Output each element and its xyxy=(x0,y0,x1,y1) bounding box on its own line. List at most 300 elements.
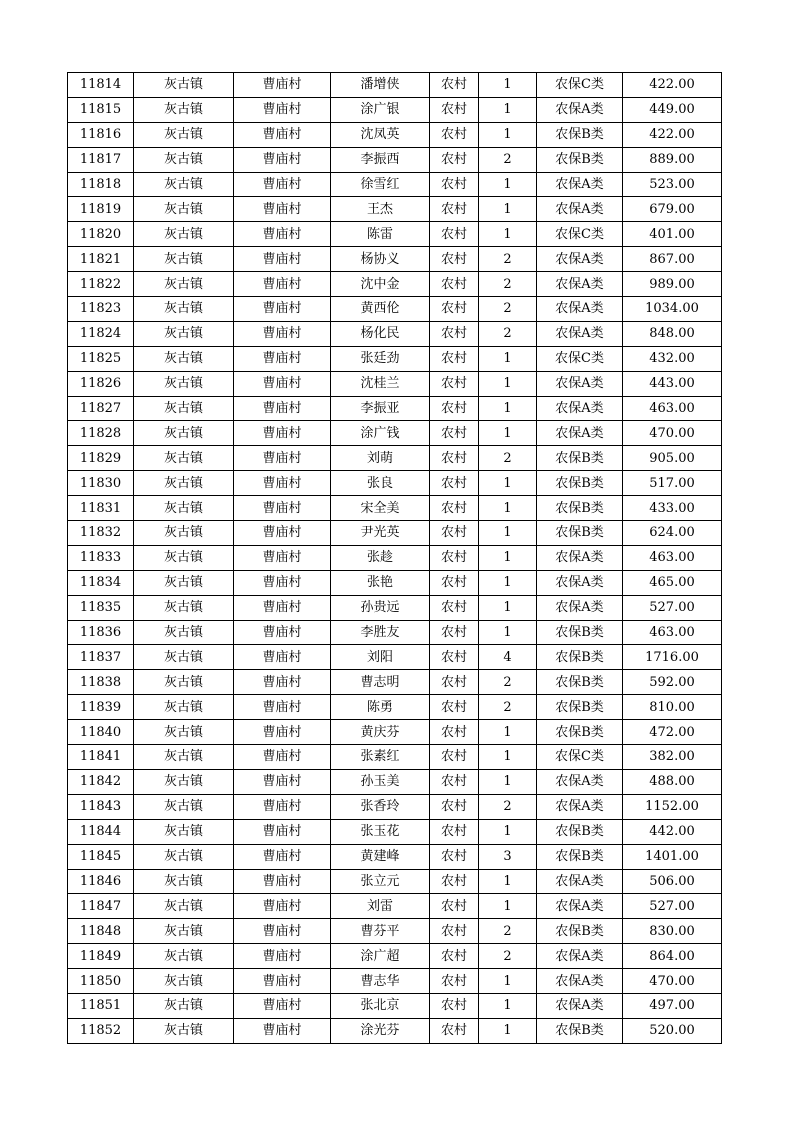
insurance-category-cell: 农保B类 xyxy=(537,695,623,720)
name-cell: 涂广钱 xyxy=(331,421,430,446)
village-cell: 曹庙村 xyxy=(234,521,331,546)
household-type-cell: 农村 xyxy=(430,73,479,98)
village-cell: 曹庙村 xyxy=(234,595,331,620)
insurance-category-cell: 农保B类 xyxy=(537,147,623,172)
member-count-cell: 1 xyxy=(479,869,537,894)
household-type-cell: 农村 xyxy=(430,944,479,969)
record-number-cell: 11833 xyxy=(68,545,134,570)
amount-cell: 624.00 xyxy=(623,521,722,546)
town-cell: 灰古镇 xyxy=(134,844,234,869)
member-count-cell: 1 xyxy=(479,993,537,1018)
member-count-cell: 1 xyxy=(479,471,537,496)
village-cell: 曹庙村 xyxy=(234,346,331,371)
insurance-category-cell: 农保C类 xyxy=(537,346,623,371)
town-cell: 灰古镇 xyxy=(134,321,234,346)
insurance-category-cell: 农保B类 xyxy=(537,919,623,944)
member-count-cell: 1 xyxy=(479,222,537,247)
town-cell: 灰古镇 xyxy=(134,346,234,371)
village-cell: 曹庙村 xyxy=(234,147,331,172)
member-count-cell: 1 xyxy=(479,371,537,396)
table-row xyxy=(68,720,722,745)
record-number-cell: 11835 xyxy=(68,595,134,620)
household-type-cell: 农村 xyxy=(430,247,479,272)
household-type-cell: 农村 xyxy=(430,570,479,595)
name-cell: 黄建峰 xyxy=(331,844,430,869)
record-number-cell: 11836 xyxy=(68,620,134,645)
insurance-category-cell: 农保A类 xyxy=(537,321,623,346)
insurance-category-cell: 农保A类 xyxy=(537,894,623,919)
insurance-category-cell: 农保A类 xyxy=(537,247,623,272)
table-row xyxy=(68,222,722,247)
insurance-category-cell: 农保A类 xyxy=(537,172,623,197)
town-cell: 灰古镇 xyxy=(134,73,234,98)
record-number-cell: 11826 xyxy=(68,371,134,396)
table-row xyxy=(68,471,722,496)
record-number-cell: 11849 xyxy=(68,944,134,969)
household-type-cell: 农村 xyxy=(430,1018,479,1043)
name-cell: 沈中金 xyxy=(331,272,430,297)
name-cell: 沈桂兰 xyxy=(331,371,430,396)
village-cell: 曹庙村 xyxy=(234,297,331,322)
amount-cell: 449.00 xyxy=(623,97,722,122)
household-type-cell: 农村 xyxy=(430,371,479,396)
household-type-cell: 农村 xyxy=(430,919,479,944)
town-cell: 灰古镇 xyxy=(134,297,234,322)
town-cell: 灰古镇 xyxy=(134,745,234,770)
village-cell: 曹庙村 xyxy=(234,819,331,844)
insurance-category-cell: 农保A类 xyxy=(537,769,623,794)
town-cell: 灰古镇 xyxy=(134,819,234,844)
table-row xyxy=(68,247,722,272)
name-cell: 张北京 xyxy=(331,993,430,1018)
amount-cell: 989.00 xyxy=(623,272,722,297)
record-number-cell: 11841 xyxy=(68,745,134,770)
insurance-category-cell: 农保B类 xyxy=(537,645,623,670)
amount-cell: 470.00 xyxy=(623,421,722,446)
insurance-category-cell: 农保B类 xyxy=(537,819,623,844)
town-cell: 灰古镇 xyxy=(134,396,234,421)
town-cell: 灰古镇 xyxy=(134,720,234,745)
village-cell: 曹庙村 xyxy=(234,919,331,944)
table-row xyxy=(68,321,722,346)
village-cell: 曹庙村 xyxy=(234,197,331,222)
name-cell: 陈雷 xyxy=(331,222,430,247)
member-count-cell: 1 xyxy=(479,73,537,98)
amount-cell: 470.00 xyxy=(623,969,722,994)
insurance-category-cell: 农保B类 xyxy=(537,496,623,521)
record-number-cell: 11818 xyxy=(68,172,134,197)
town-cell: 灰古镇 xyxy=(134,869,234,894)
household-type-cell: 农村 xyxy=(430,446,479,471)
household-type-cell: 农村 xyxy=(430,745,479,770)
village-cell: 曹庙村 xyxy=(234,620,331,645)
record-number-cell: 11852 xyxy=(68,1018,134,1043)
town-cell: 灰古镇 xyxy=(134,147,234,172)
insurance-category-cell: 农保A类 xyxy=(537,545,623,570)
table-row xyxy=(68,446,722,471)
member-count-cell: 2 xyxy=(479,247,537,272)
name-cell: 曹志华 xyxy=(331,969,430,994)
name-cell: 曹志明 xyxy=(331,670,430,695)
name-cell: 孙玉美 xyxy=(331,769,430,794)
town-cell: 灰古镇 xyxy=(134,570,234,595)
town-cell: 灰古镇 xyxy=(134,695,234,720)
insurance-category-cell: 农保A类 xyxy=(537,421,623,446)
member-count-cell: 1 xyxy=(479,346,537,371)
village-cell: 曹庙村 xyxy=(234,272,331,297)
household-type-cell: 农村 xyxy=(430,844,479,869)
village-cell: 曹庙村 xyxy=(234,471,331,496)
record-number-cell: 11834 xyxy=(68,570,134,595)
village-cell: 曹庙村 xyxy=(234,869,331,894)
town-cell: 灰古镇 xyxy=(134,944,234,969)
member-count-cell: 1 xyxy=(479,97,537,122)
insurance-category-cell: 农保C类 xyxy=(537,222,623,247)
data-table xyxy=(67,72,722,1044)
member-count-cell: 2 xyxy=(479,670,537,695)
town-cell: 灰古镇 xyxy=(134,794,234,819)
amount-cell: 905.00 xyxy=(623,446,722,471)
town-cell: 灰古镇 xyxy=(134,496,234,521)
insurance-category-cell: 农保B类 xyxy=(537,670,623,695)
town-cell: 灰古镇 xyxy=(134,371,234,396)
table-row xyxy=(68,919,722,944)
village-cell: 曹庙村 xyxy=(234,73,331,98)
town-cell: 灰古镇 xyxy=(134,545,234,570)
table-row xyxy=(68,844,722,869)
table-row xyxy=(68,73,722,98)
household-type-cell: 农村 xyxy=(430,993,479,1018)
town-cell: 灰古镇 xyxy=(134,421,234,446)
village-cell: 曹庙村 xyxy=(234,396,331,421)
insurance-category-cell: 农保A类 xyxy=(537,794,623,819)
town-cell: 灰古镇 xyxy=(134,122,234,147)
name-cell: 涂广超 xyxy=(331,944,430,969)
household-type-cell: 农村 xyxy=(430,620,479,645)
member-count-cell: 3 xyxy=(479,844,537,869)
village-cell: 曹庙村 xyxy=(234,769,331,794)
table-row xyxy=(68,122,722,147)
household-type-cell: 农村 xyxy=(430,297,479,322)
household-type-cell: 农村 xyxy=(430,272,479,297)
record-number-cell: 11815 xyxy=(68,97,134,122)
name-cell: 王杰 xyxy=(331,197,430,222)
record-number-cell: 11828 xyxy=(68,421,134,446)
table-row xyxy=(68,620,722,645)
name-cell: 李振亚 xyxy=(331,396,430,421)
insurance-category-cell: 农保B类 xyxy=(537,720,623,745)
town-cell: 灰古镇 xyxy=(134,670,234,695)
village-cell: 曹庙村 xyxy=(234,844,331,869)
record-number-cell: 11842 xyxy=(68,769,134,794)
village-cell: 曹庙村 xyxy=(234,545,331,570)
table-row xyxy=(68,570,722,595)
household-type-cell: 农村 xyxy=(430,695,479,720)
amount-cell: 422.00 xyxy=(623,122,722,147)
table-row xyxy=(68,595,722,620)
village-cell: 曹庙村 xyxy=(234,894,331,919)
household-type-cell: 农村 xyxy=(430,471,479,496)
insurance-category-cell: 农保B类 xyxy=(537,620,623,645)
insurance-category-cell: 农保A类 xyxy=(537,272,623,297)
name-cell: 陈勇 xyxy=(331,695,430,720)
insurance-category-cell: 农保A类 xyxy=(537,197,623,222)
household-type-cell: 农村 xyxy=(430,969,479,994)
household-type-cell: 农村 xyxy=(430,197,479,222)
table-row xyxy=(68,346,722,371)
insurance-category-cell: 农保B类 xyxy=(537,521,623,546)
table-row xyxy=(68,944,722,969)
record-number-cell: 11845 xyxy=(68,844,134,869)
table-row xyxy=(68,819,722,844)
household-type-cell: 农村 xyxy=(430,819,479,844)
name-cell: 黄庆芬 xyxy=(331,720,430,745)
insurance-category-cell: 农保B类 xyxy=(537,844,623,869)
table-row xyxy=(68,769,722,794)
name-cell: 刘萌 xyxy=(331,446,430,471)
table-row xyxy=(68,97,722,122)
amount-cell: 679.00 xyxy=(623,197,722,222)
member-count-cell: 1 xyxy=(479,570,537,595)
insurance-category-cell: 农保A类 xyxy=(537,993,623,1018)
town-cell: 灰古镇 xyxy=(134,521,234,546)
amount-cell: 864.00 xyxy=(623,944,722,969)
record-number-cell: 11830 xyxy=(68,471,134,496)
record-number-cell: 11844 xyxy=(68,819,134,844)
table-row xyxy=(68,645,722,670)
household-type-cell: 农村 xyxy=(430,670,479,695)
insurance-category-cell: 农保B类 xyxy=(537,446,623,471)
record-number-cell: 11832 xyxy=(68,521,134,546)
name-cell: 张趁 xyxy=(331,545,430,570)
table-row xyxy=(68,869,722,894)
household-type-cell: 农村 xyxy=(430,122,479,147)
household-type-cell: 农村 xyxy=(430,496,479,521)
record-number-cell: 11851 xyxy=(68,993,134,1018)
name-cell: 涂光芬 xyxy=(331,1018,430,1043)
household-type-cell: 农村 xyxy=(430,222,479,247)
amount-cell: 517.00 xyxy=(623,471,722,496)
name-cell: 张艳 xyxy=(331,570,430,595)
table-row xyxy=(68,794,722,819)
village-cell: 曹庙村 xyxy=(234,1018,331,1043)
village-cell: 曹庙村 xyxy=(234,496,331,521)
name-cell: 潘增侠 xyxy=(331,73,430,98)
household-type-cell: 农村 xyxy=(430,769,479,794)
record-number-cell: 11814 xyxy=(68,73,134,98)
amount-cell: 401.00 xyxy=(623,222,722,247)
name-cell: 涂广银 xyxy=(331,97,430,122)
amount-cell: 592.00 xyxy=(623,670,722,695)
table-row xyxy=(68,545,722,570)
name-cell: 尹光英 xyxy=(331,521,430,546)
record-number-cell: 11850 xyxy=(68,969,134,994)
town-cell: 灰古镇 xyxy=(134,769,234,794)
household-type-cell: 农村 xyxy=(430,321,479,346)
town-cell: 灰古镇 xyxy=(134,969,234,994)
member-count-cell: 1 xyxy=(479,1018,537,1043)
insurance-category-cell: 农保A类 xyxy=(537,570,623,595)
village-cell: 曹庙村 xyxy=(234,172,331,197)
town-cell: 灰古镇 xyxy=(134,172,234,197)
table-row xyxy=(68,371,722,396)
amount-cell: 465.00 xyxy=(623,570,722,595)
name-cell: 杨化民 xyxy=(331,321,430,346)
insurance-category-cell: 农保A类 xyxy=(537,396,623,421)
household-type-cell: 农村 xyxy=(430,396,479,421)
village-cell: 曹庙村 xyxy=(234,745,331,770)
member-count-cell: 1 xyxy=(479,396,537,421)
household-type-cell: 农村 xyxy=(430,869,479,894)
name-cell: 李胜友 xyxy=(331,620,430,645)
town-cell: 灰古镇 xyxy=(134,247,234,272)
name-cell: 徐雪红 xyxy=(331,172,430,197)
table-row xyxy=(68,670,722,695)
table-row xyxy=(68,1018,722,1043)
record-number-cell: 11846 xyxy=(68,869,134,894)
record-number-cell: 11837 xyxy=(68,645,134,670)
member-count-cell: 1 xyxy=(479,969,537,994)
household-type-cell: 农村 xyxy=(430,595,479,620)
record-number-cell: 11838 xyxy=(68,670,134,695)
household-type-cell: 农村 xyxy=(430,346,479,371)
record-number-cell: 11819 xyxy=(68,197,134,222)
town-cell: 灰古镇 xyxy=(134,97,234,122)
town-cell: 灰古镇 xyxy=(134,595,234,620)
insurance-category-cell: 农保C类 xyxy=(537,73,623,98)
village-cell: 曹庙村 xyxy=(234,321,331,346)
table-row xyxy=(68,197,722,222)
amount-cell: 433.00 xyxy=(623,496,722,521)
table-row xyxy=(68,695,722,720)
village-cell: 曹庙村 xyxy=(234,944,331,969)
member-count-cell: 2 xyxy=(479,321,537,346)
insurance-category-cell: 农保C类 xyxy=(537,745,623,770)
town-cell: 灰古镇 xyxy=(134,919,234,944)
amount-cell: 848.00 xyxy=(623,321,722,346)
village-cell: 曹庙村 xyxy=(234,371,331,396)
record-number-cell: 11848 xyxy=(68,919,134,944)
insurance-category-cell: 农保A类 xyxy=(537,944,623,969)
name-cell: 张立元 xyxy=(331,869,430,894)
name-cell: 刘雷 xyxy=(331,894,430,919)
name-cell: 黄西伦 xyxy=(331,297,430,322)
village-cell: 曹庙村 xyxy=(234,122,331,147)
amount-cell: 382.00 xyxy=(623,745,722,770)
member-count-cell: 1 xyxy=(479,521,537,546)
record-number-cell: 11822 xyxy=(68,272,134,297)
household-type-cell: 农村 xyxy=(430,521,479,546)
household-type-cell: 农村 xyxy=(430,545,479,570)
amount-cell: 497.00 xyxy=(623,993,722,1018)
village-cell: 曹庙村 xyxy=(234,993,331,1018)
table-row xyxy=(68,297,722,322)
member-count-cell: 1 xyxy=(479,545,537,570)
village-cell: 曹庙村 xyxy=(234,570,331,595)
amount-cell: 523.00 xyxy=(623,172,722,197)
amount-cell: 472.00 xyxy=(623,720,722,745)
record-number-cell: 11847 xyxy=(68,894,134,919)
amount-cell: 1401.00 xyxy=(623,844,722,869)
name-cell: 张廷劲 xyxy=(331,346,430,371)
member-count-cell: 2 xyxy=(479,794,537,819)
name-cell: 孙贵远 xyxy=(331,595,430,620)
member-count-cell: 2 xyxy=(479,919,537,944)
amount-cell: 520.00 xyxy=(623,1018,722,1043)
town-cell: 灰古镇 xyxy=(134,272,234,297)
member-count-cell: 1 xyxy=(479,496,537,521)
name-cell: 张素红 xyxy=(331,745,430,770)
name-cell: 杨协义 xyxy=(331,247,430,272)
household-type-cell: 农村 xyxy=(430,97,479,122)
name-cell: 沈凤英 xyxy=(331,122,430,147)
town-cell: 灰古镇 xyxy=(134,1018,234,1043)
town-cell: 灰古镇 xyxy=(134,894,234,919)
member-count-cell: 1 xyxy=(479,172,537,197)
village-cell: 曹庙村 xyxy=(234,446,331,471)
town-cell: 灰古镇 xyxy=(134,620,234,645)
village-cell: 曹庙村 xyxy=(234,97,331,122)
amount-cell: 527.00 xyxy=(623,894,722,919)
record-number-cell: 11829 xyxy=(68,446,134,471)
amount-cell: 432.00 xyxy=(623,346,722,371)
record-number-cell: 11839 xyxy=(68,695,134,720)
record-number-cell: 11823 xyxy=(68,297,134,322)
village-cell: 曹庙村 xyxy=(234,421,331,446)
insurance-category-cell: 农保A类 xyxy=(537,297,623,322)
amount-cell: 463.00 xyxy=(623,620,722,645)
name-cell: 张玉花 xyxy=(331,819,430,844)
amount-cell: 422.00 xyxy=(623,73,722,98)
record-number-cell: 11817 xyxy=(68,147,134,172)
insurance-category-cell: 农保B类 xyxy=(537,1018,623,1043)
town-cell: 灰古镇 xyxy=(134,993,234,1018)
record-number-cell: 11825 xyxy=(68,346,134,371)
table-row xyxy=(68,496,722,521)
name-cell: 张良 xyxy=(331,471,430,496)
amount-cell: 442.00 xyxy=(623,819,722,844)
member-count-cell: 1 xyxy=(479,894,537,919)
table-row xyxy=(68,521,722,546)
record-number-cell: 11820 xyxy=(68,222,134,247)
amount-cell: 488.00 xyxy=(623,769,722,794)
village-cell: 曹庙村 xyxy=(234,794,331,819)
town-cell: 灰古镇 xyxy=(134,471,234,496)
record-number-cell: 11831 xyxy=(68,496,134,521)
member-count-cell: 2 xyxy=(479,446,537,471)
member-count-cell: 1 xyxy=(479,720,537,745)
table-row xyxy=(68,272,722,297)
amount-cell: 463.00 xyxy=(623,396,722,421)
town-cell: 灰古镇 xyxy=(134,222,234,247)
household-type-cell: 农村 xyxy=(430,645,479,670)
table-row xyxy=(68,147,722,172)
village-cell: 曹庙村 xyxy=(234,645,331,670)
insurance-category-cell: 农保A类 xyxy=(537,595,623,620)
amount-cell: 463.00 xyxy=(623,545,722,570)
table-body xyxy=(68,73,722,1044)
name-cell: 宋全美 xyxy=(331,496,430,521)
member-count-cell: 1 xyxy=(479,197,537,222)
table-row xyxy=(68,894,722,919)
amount-cell: 830.00 xyxy=(623,919,722,944)
village-cell: 曹庙村 xyxy=(234,969,331,994)
amount-cell: 443.00 xyxy=(623,371,722,396)
table-row xyxy=(68,396,722,421)
member-count-cell: 1 xyxy=(479,769,537,794)
table-row xyxy=(68,172,722,197)
table-row xyxy=(68,421,722,446)
